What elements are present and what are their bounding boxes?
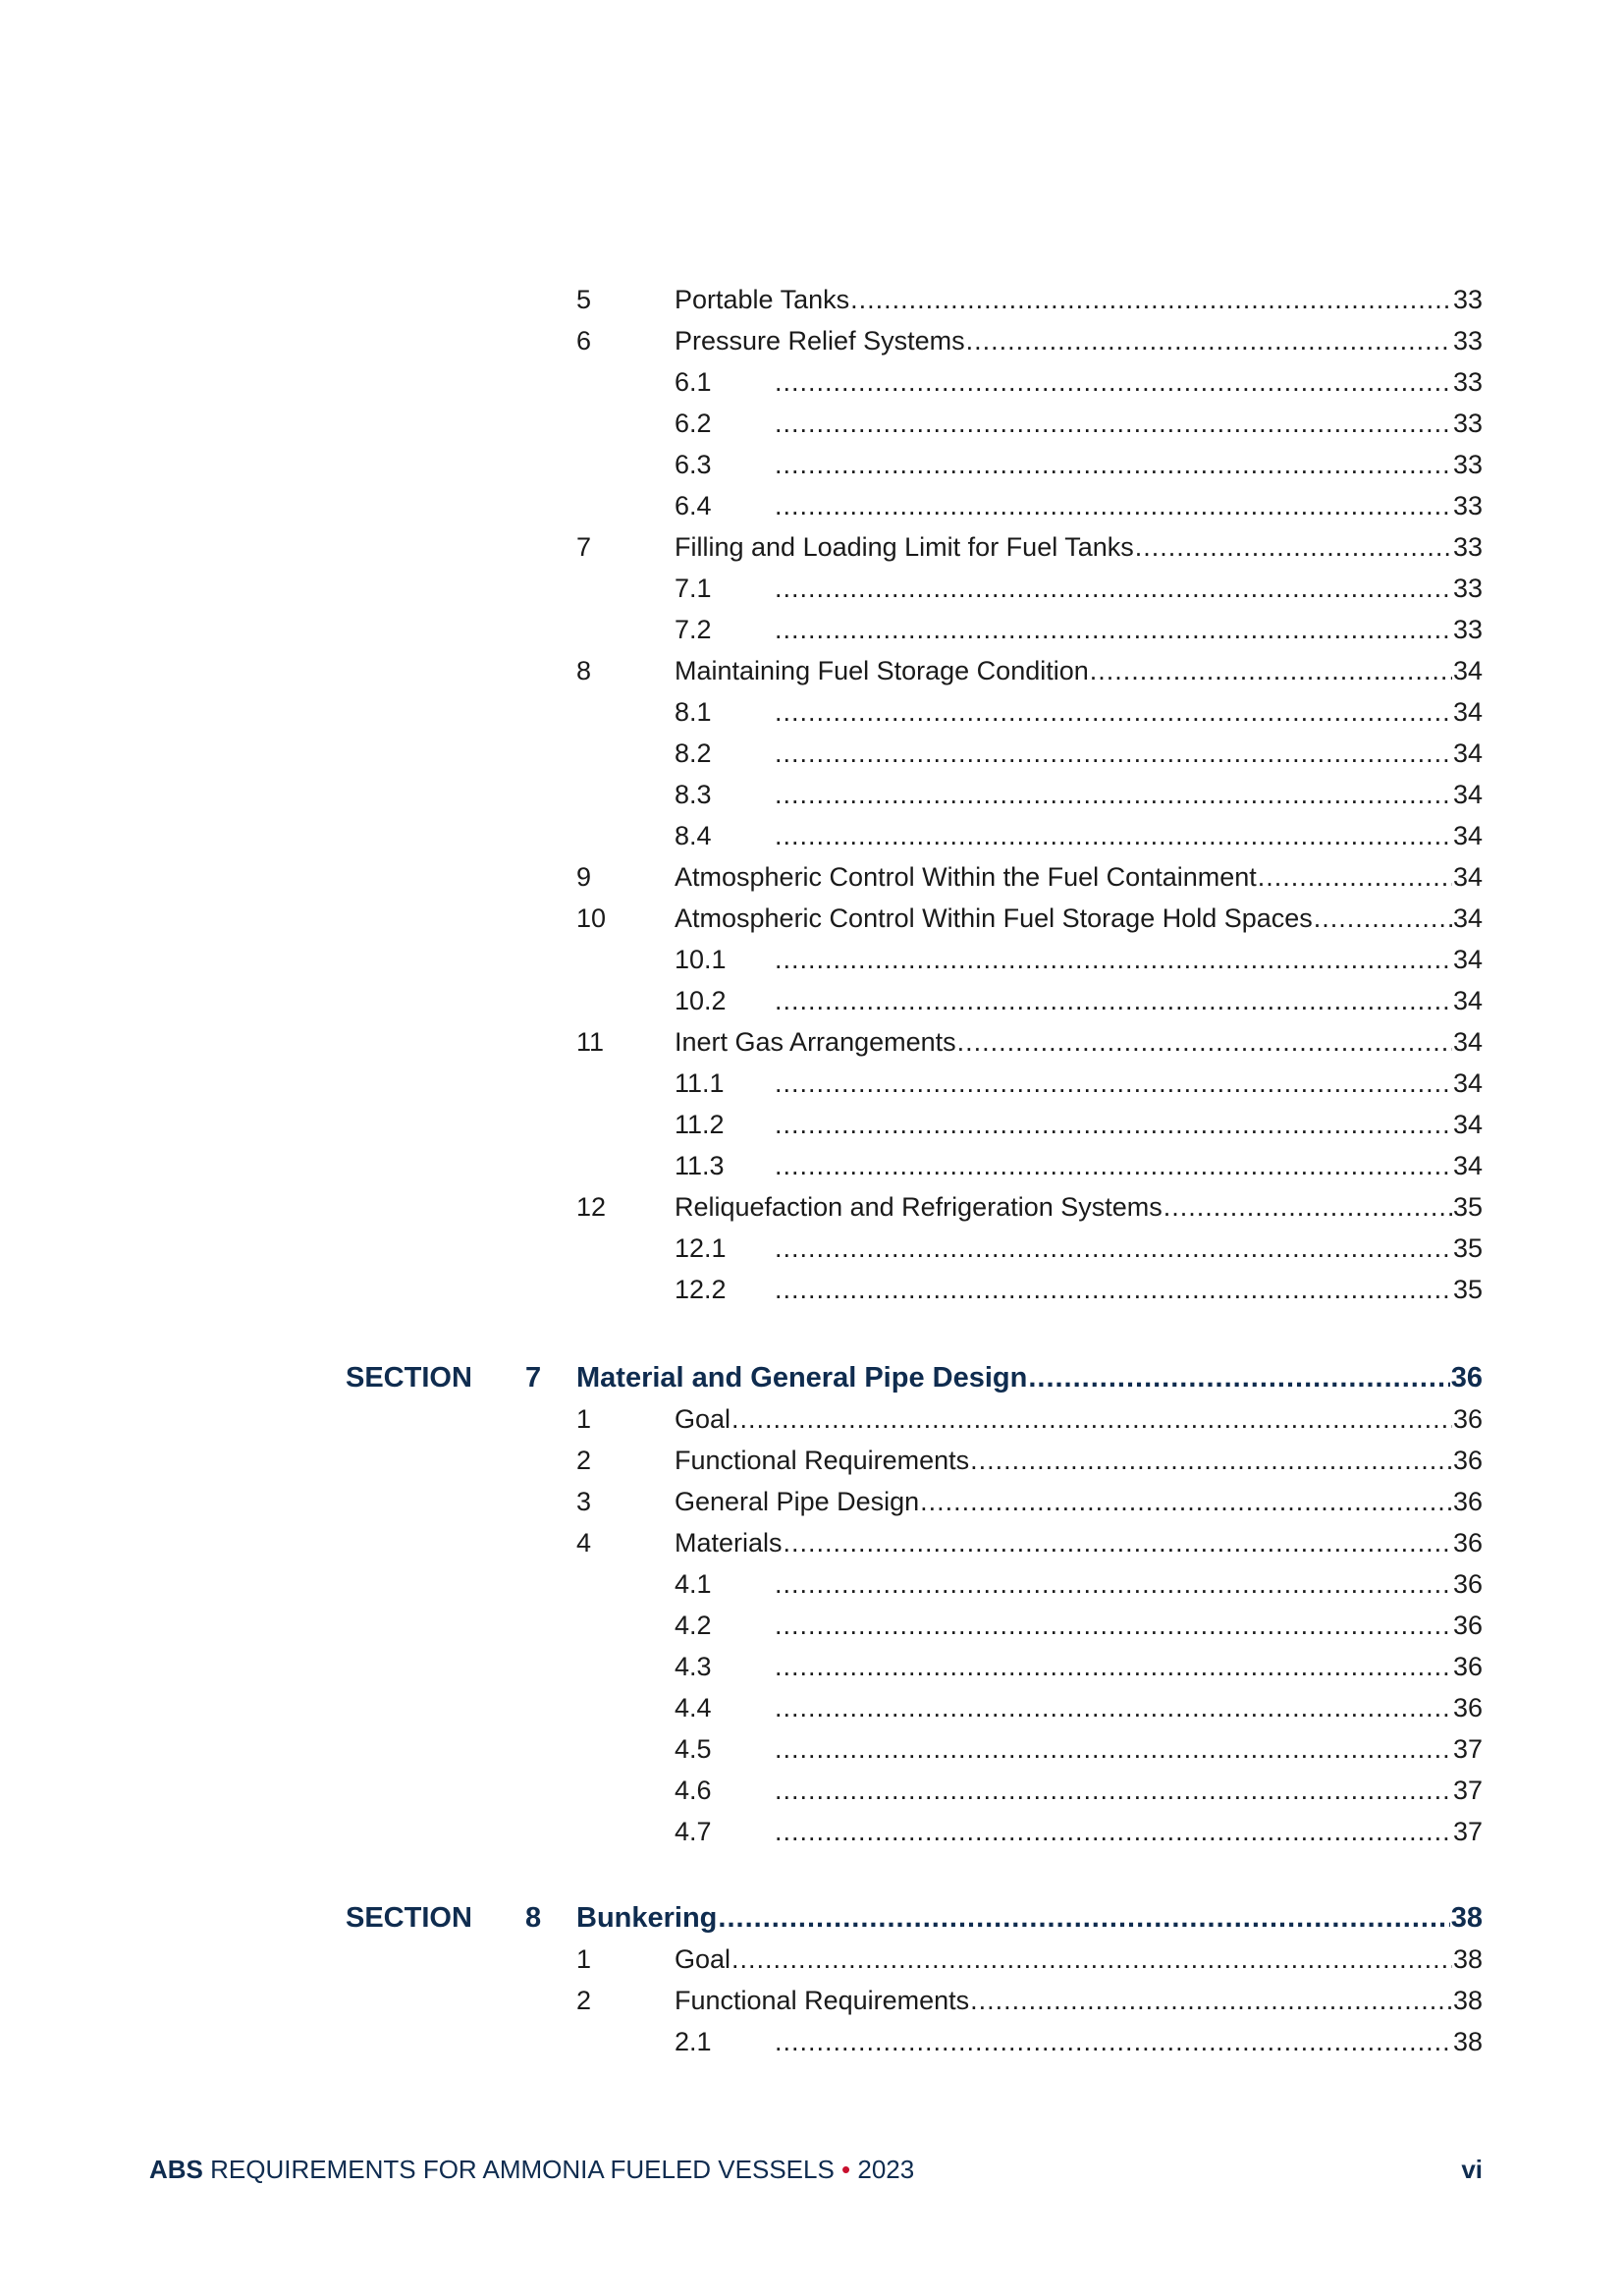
toc-entry-number: 6.4 <box>675 491 712 520</box>
dot-leader <box>775 939 1452 980</box>
toc-entry-number: 11.2 <box>675 1110 725 1139</box>
toc-entry-number: 1 <box>576 1944 592 1974</box>
toc-entry-number: 4.6 <box>675 1776 712 1805</box>
toc-subentry[interactable] <box>675 1269 1483 1310</box>
toc-entry-title: Materials <box>675 1528 783 1558</box>
toc-entry-number: 10 <box>576 903 607 933</box>
dot-leader <box>775 485 1452 526</box>
dot-leader <box>775 1104 1452 1145</box>
toc-entry[interactable] <box>576 279 1483 320</box>
section-number: 7 <box>525 1362 542 1394</box>
dot-leader <box>775 691 1452 733</box>
toc-entry-title: Filling and Loading Limit for Fuel Tanks <box>675 532 1134 562</box>
toc-entry-number: 6.2 <box>675 409 712 438</box>
section-label: SECTION <box>346 1902 472 1934</box>
section-heading[interactable] <box>346 1355 1483 1400</box>
toc-subentry[interactable] <box>675 733 1483 774</box>
toc-entry-number: 8.4 <box>675 821 712 850</box>
toc-entry-page: 33 <box>1452 326 1483 355</box>
toc-entry-page: 36 <box>1452 1693 1483 1722</box>
toc-entry-number: 2 <box>576 1986 592 2015</box>
dot-leader <box>1163 1186 1452 1228</box>
toc-entry-number: 4.2 <box>675 1611 712 1640</box>
toc-entry-page: 33 <box>1452 409 1483 438</box>
toc-entry-number: 3 <box>576 1487 592 1516</box>
dot-leader <box>775 980 1452 1021</box>
toc-entry[interactable] <box>576 1021 1483 1063</box>
toc-subentry[interactable] <box>675 1728 1483 1770</box>
toc-entry[interactable] <box>576 1481 1483 1522</box>
section-label: SECTION <box>346 1362 472 1394</box>
toc-entry-page: 38 <box>1452 1986 1483 2015</box>
toc-subentry[interactable] <box>675 485 1483 526</box>
dot-leader <box>775 1063 1452 1104</box>
dot-leader <box>775 1605 1452 1646</box>
toc-subentry[interactable] <box>675 1811 1483 1852</box>
footer-year: 2023 <box>850 2155 915 2184</box>
toc-entry-page: 35 <box>1452 1192 1483 1222</box>
page-footer <box>149 2150 1483 2189</box>
dot-leader <box>1028 1355 1449 1400</box>
dot-leader <box>718 1895 1449 1941</box>
dot-leader <box>775 815 1452 856</box>
toc-subentry[interactable] <box>675 568 1483 609</box>
dot-leader <box>970 1980 1452 2021</box>
toc-entry-page: 33 <box>1452 615 1483 644</box>
toc-subentry[interactable] <box>675 1063 1483 1104</box>
section-page: 36 <box>1450 1362 1483 1394</box>
dot-leader <box>775 733 1452 774</box>
toc-entry-number: 12.1 <box>675 1233 727 1263</box>
toc-entry-page: 36 <box>1452 1487 1483 1516</box>
toc-entry-title: Goal <box>675 1944 731 1974</box>
toc-subentry[interactable] <box>675 815 1483 856</box>
section-number: 8 <box>525 1902 542 1934</box>
toc-subentry[interactable] <box>675 1770 1483 1811</box>
toc-entry-number: 5 <box>576 285 592 314</box>
toc-subentry[interactable] <box>675 980 1483 1021</box>
toc-entry-number: 7 <box>576 532 592 562</box>
toc-entry-number: 6.3 <box>675 450 712 479</box>
toc-subentry[interactable] <box>675 1563 1483 1605</box>
toc-entry-page: 33 <box>1452 532 1483 562</box>
toc-entry-page: 37 <box>1452 1817 1483 1846</box>
toc-subentry[interactable] <box>675 1687 1483 1728</box>
toc-entry-page: 37 <box>1452 1776 1483 1805</box>
footer-title-text: REQUIREMENTS FOR AMMONIA FUELED VESSELS <box>202 2155 842 2184</box>
toc-subentry[interactable] <box>675 403 1483 444</box>
toc-entry-title: Portable Tanks <box>675 285 850 314</box>
toc-entry-page: 34 <box>1452 821 1483 850</box>
toc-entry-title: Pressure Relief Systems <box>675 326 965 355</box>
toc-entry-title: Goal <box>675 1404 731 1434</box>
dot-leader <box>775 361 1452 403</box>
toc-entry-title: Inert Gas Arrangements <box>675 1027 956 1057</box>
toc-entry-number: 7.1 <box>675 574 712 603</box>
toc-entry-page: 38 <box>1452 2027 1483 2056</box>
toc-entry[interactable] <box>576 1398 1483 1440</box>
dot-leader <box>731 1398 1452 1440</box>
toc-entry-number: 4.5 <box>675 1734 712 1764</box>
toc-entry-page: 36 <box>1452 1652 1483 1681</box>
toc-entry-number: 2.1 <box>675 2027 712 2056</box>
toc-entry-page: 34 <box>1452 862 1483 892</box>
dot-leader <box>775 403 1452 444</box>
dot-leader <box>850 279 1452 320</box>
toc-entry[interactable] <box>576 1980 1483 2021</box>
toc-entry-page: 33 <box>1452 574 1483 603</box>
section-heading[interactable] <box>346 1895 1483 1941</box>
toc-entry-page: 34 <box>1452 986 1483 1015</box>
dot-leader <box>775 1228 1452 1269</box>
toc-entry-number: 1 <box>576 1404 592 1434</box>
dot-leader <box>957 1021 1452 1063</box>
toc-subentry[interactable] <box>675 1646 1483 1687</box>
page-number: vi <box>1461 2155 1483 2184</box>
toc-entry-page: 34 <box>1452 780 1483 809</box>
toc-subentry[interactable] <box>675 1104 1483 1145</box>
toc-subentry[interactable] <box>675 361 1483 403</box>
dot-leader <box>775 1563 1452 1605</box>
toc-entry[interactable] <box>576 526 1483 568</box>
toc-entry-page: 34 <box>1452 1068 1483 1098</box>
toc-entry-page: 34 <box>1452 1151 1483 1180</box>
toc-entry-number: 2 <box>576 1446 592 1475</box>
dot-leader <box>775 1269 1452 1310</box>
toc-entry-title: Atmospheric Control Within Fuel Storage Hold Spaces <box>675 903 1313 933</box>
toc-entry[interactable] <box>576 1939 1483 1980</box>
toc-entry-number: 4.4 <box>675 1693 712 1722</box>
toc-entry-page: 33 <box>1452 285 1483 314</box>
toc-entry-number: 9 <box>576 862 592 892</box>
toc-entry-page: 33 <box>1452 491 1483 520</box>
dot-leader <box>775 1646 1452 1687</box>
toc-entry-page: 36 <box>1452 1569 1483 1599</box>
toc-subentry[interactable] <box>675 444 1483 485</box>
toc-entry-page: 34 <box>1452 903 1483 933</box>
toc-entry-page: 37 <box>1452 1734 1483 1764</box>
dot-leader <box>775 1145 1452 1186</box>
toc-subentry[interactable] <box>675 2021 1483 2062</box>
toc-entry[interactable] <box>576 898 1483 939</box>
toc-entry-page: 34 <box>1452 1110 1483 1139</box>
toc-entry-number: 6.1 <box>675 367 712 397</box>
dot-leader <box>920 1481 1452 1522</box>
toc-entry-page: 38 <box>1452 1944 1483 1974</box>
toc-entry[interactable] <box>576 856 1483 898</box>
toc-subentry[interactable] <box>675 691 1483 733</box>
toc-entry-title: Reliquefaction and Refrigeration Systems <box>675 1192 1163 1222</box>
toc-entry-number: 6 <box>576 326 592 355</box>
toc-subentry[interactable] <box>675 1228 1483 1269</box>
toc-entry-number: 11 <box>576 1027 605 1057</box>
toc-entry[interactable] <box>576 1522 1483 1563</box>
dot-leader <box>775 1770 1452 1811</box>
toc-subentry[interactable] <box>675 774 1483 815</box>
toc-entry-page: 34 <box>1452 656 1483 685</box>
toc-entry-page: 34 <box>1452 1027 1483 1057</box>
dot-leader <box>966 320 1452 361</box>
dot-leader <box>1135 526 1452 568</box>
toc-entry-page: 36 <box>1452 1528 1483 1558</box>
toc-entry-number: 8.1 <box>675 697 712 727</box>
toc-entry-number: 4.3 <box>675 1652 712 1681</box>
dot-leader <box>775 2021 1452 2062</box>
dot-leader <box>775 1728 1452 1770</box>
toc-entry-title: Maintaining Fuel Storage Condition <box>675 656 1089 685</box>
brand-name: ABS <box>149 2155 203 2184</box>
dot-leader <box>1090 650 1452 691</box>
toc-entry-number: 4.7 <box>675 1817 712 1846</box>
dot-leader <box>775 568 1452 609</box>
toc-entry[interactable] <box>576 320 1483 361</box>
toc-entry-title: General Pipe Design <box>675 1487 920 1516</box>
toc-entry-page: 36 <box>1452 1404 1483 1434</box>
toc-subentry[interactable] <box>675 1145 1483 1186</box>
dot-leader <box>1258 856 1452 898</box>
toc-subentry[interactable] <box>675 1605 1483 1646</box>
toc-entry-page: 35 <box>1452 1233 1483 1263</box>
bullet-separator: • <box>841 2155 851 2184</box>
toc-subentry[interactable] <box>675 609 1483 650</box>
dot-leader <box>775 1811 1452 1852</box>
toc-entry-number: 10.1 <box>675 945 727 974</box>
toc-entry-number: 11.1 <box>675 1068 725 1098</box>
section-title: Material and General Pipe Design <box>576 1362 1028 1394</box>
toc-entry-page: 34 <box>1452 945 1483 974</box>
toc-entry-page: 36 <box>1452 1446 1483 1475</box>
toc-entry-number: 4 <box>576 1528 592 1558</box>
footer-document-title <box>149 2150 914 2189</box>
dot-leader <box>731 1939 1452 1980</box>
dot-leader <box>775 609 1452 650</box>
toc-entry-title: Functional Requirements <box>675 1446 970 1475</box>
toc-entry-page: 35 <box>1452 1275 1483 1304</box>
toc-entry[interactable] <box>576 650 1483 691</box>
toc-entry-page: 34 <box>1452 738 1483 768</box>
dot-leader <box>784 1522 1452 1563</box>
section-title: Bunkering <box>576 1902 718 1934</box>
toc-entry-number: 12.2 <box>675 1275 727 1304</box>
toc-entry-number: 12 <box>576 1192 607 1222</box>
toc-entry-number: 11.3 <box>675 1151 725 1180</box>
toc-entry-title: Atmospheric Control Within the Fuel Containment <box>675 862 1257 892</box>
dot-leader <box>775 774 1452 815</box>
dot-leader <box>775 444 1452 485</box>
toc-entry-page: 33 <box>1452 367 1483 397</box>
toc-entry-number: 4.1 <box>675 1569 712 1599</box>
toc-entry-page: 36 <box>1452 1611 1483 1640</box>
toc-entry-page: 33 <box>1452 450 1483 479</box>
section-page: 38 <box>1450 1902 1483 1934</box>
toc-entry[interactable] <box>576 1186 1483 1228</box>
toc-entry[interactable] <box>576 1440 1483 1481</box>
toc-entry-page: 34 <box>1452 697 1483 727</box>
toc-entry-number: 8.3 <box>675 780 712 809</box>
toc-entry-number: 7.2 <box>675 615 712 644</box>
dot-leader <box>970 1440 1452 1481</box>
toc-entry-title: Functional Requirements <box>675 1986 970 2015</box>
toc-entry-number: 10.2 <box>675 986 727 1015</box>
dot-leader <box>775 1687 1452 1728</box>
toc-entry-number: 8.2 <box>675 738 712 768</box>
toc-entry-number: 8 <box>576 656 592 685</box>
toc-subentry[interactable] <box>675 939 1483 980</box>
dot-leader <box>1314 898 1452 939</box>
